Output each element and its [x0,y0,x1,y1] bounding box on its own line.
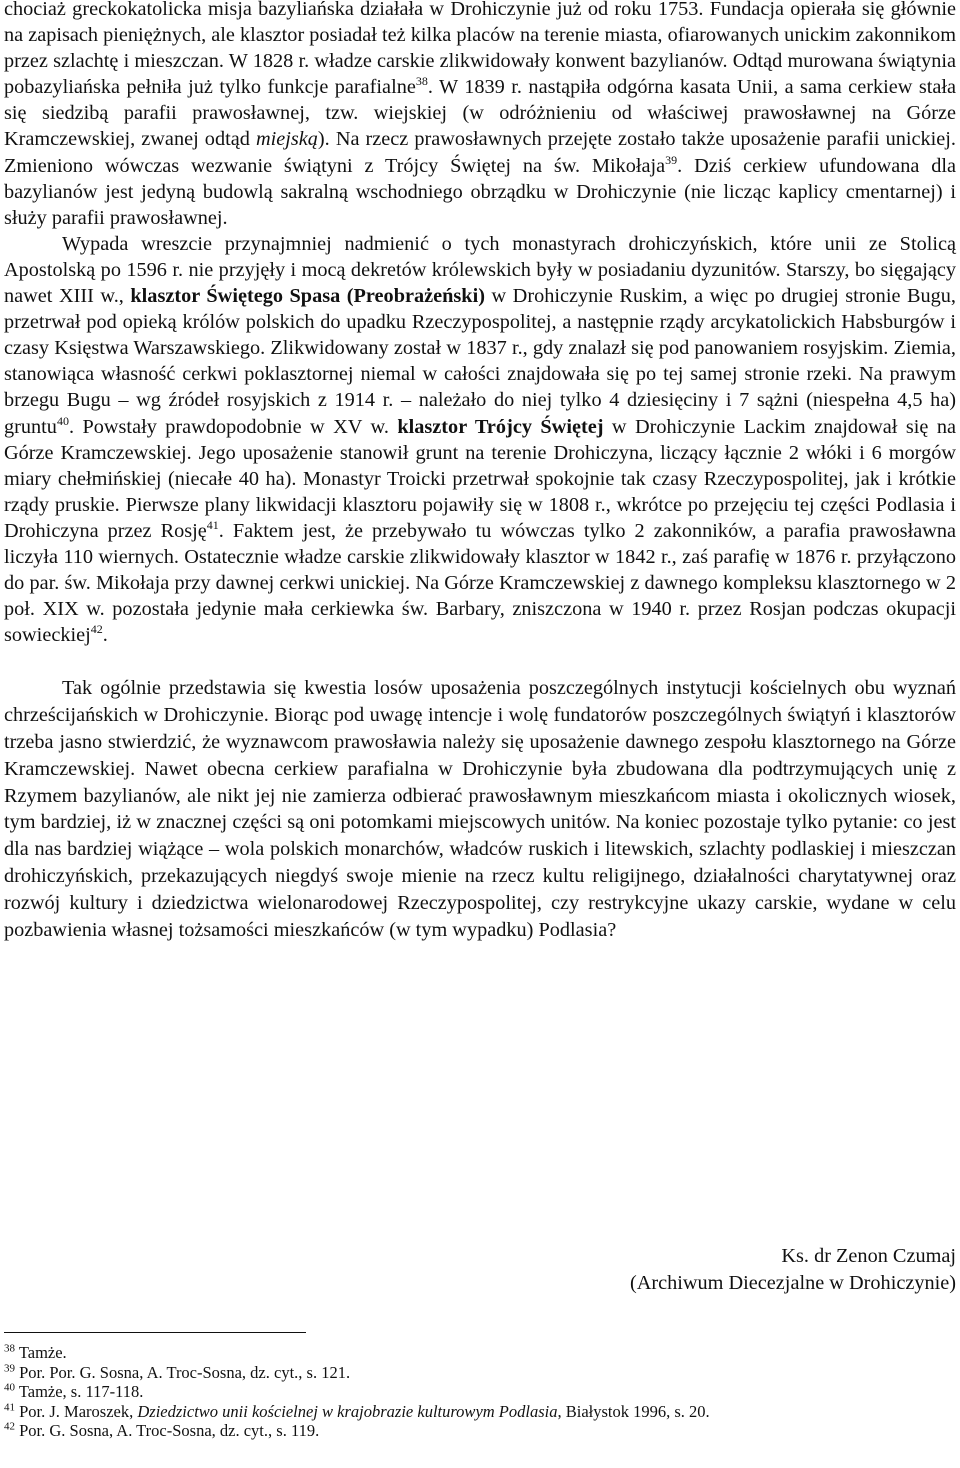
footnote-separator [4,1332,306,1333]
footnote-ref-38[interactable]: 38 [415,74,428,89]
footnotes [4,1343,710,1441]
footnote-text: , Białystok 1996, s. 20. [557,1401,710,1421]
signature-author: Ks. dr Zenon Czumaj [781,1245,956,1267]
footnote-number: 42 [4,1420,15,1433]
paragraph-1 [4,0,956,231]
footnote-text: Tamże, s. 117-118. [15,1382,144,1402]
text-run: w Drohiczynie Ruskim, a więc po drugiej stronie Bugu, przetrwał pod opieką królów polskich do upadku Rzeczypospolitej, a następnie rządy arcykatolickich Habsburgów i czasy Księstwa Warszawskiego. Zlikwidowany został w 1837 r., gdy znalazł się pod panowaniem rosyjskim. Ziemia, stanowiąca własność cerkwi poklasztornej niemal w całości znajdowała się po tej samej stronie rzeki. Na prawym brzegu Bugu – wg źródeł rosyjskich z 1914 r. – należało do niej tylko 4 dziesięciny i 7 sążni (niespełna 4,5 ha) gruntu [4,285,956,438]
footnote-38 [4,1343,710,1363]
footnote-text: Por. Por. G. Sosna, A. Troc-Sosna, dz. cyt., s. 121. [15,1362,351,1382]
signature-affiliation: (Archiwum Diecezjalne w Drohiczynie) [629,1272,956,1294]
text-run: . W 1839 r. nastąpiła odgórna kasata Unii, a sama cerkiew stała się siedzibą parafii prawosławnej, tzw. wiejskiej (w odróżnieniu od właściwej prawosławnej na Górze Kramczewskiej, zwanej odtąd [4,76,956,151]
text-run: . [102,624,108,647]
footnote-number: 40 [4,1381,15,1394]
signature-block [630,1243,956,1297]
text-bold: klasztor Trójcy Świętej [397,415,604,438]
paragraph-gap [4,648,956,675]
footnote-ref-41[interactable]: 41 [206,518,219,533]
footnote-39 [4,1363,710,1383]
footnote-ref-40[interactable]: 40 [56,413,69,428]
footnote-text: Tamże. [15,1343,67,1362]
text-italic: miejską [255,128,318,151]
footnote-41 [4,1402,710,1422]
paragraph-2 [4,231,956,649]
paragraph-3: Tak ogólnie przedstawia się kwestia losów uposażenia poszczególnych instytucji kościelnych obu wyznań chrześcijańskich w Drohiczynie. Biorąc pod uwagę intencje i wolę fundatorów poszczególnych świątyń i klasztorów trzeba jasno stwierdzić, że wyznawcom prawosławia należy się uposażenie dawnego zespołu klasztornego na Górze Kramczewskiej. Nawet obecna cerkiew parafialna w Drohiczynie była zbudowana dla podtrzymujących unię z Rzymem bazylianów, ale nikt jej nie zamierza odbierać prawosławnym mieszkańcom miasta i okolicznych wiosek, tym bardziej, iż w znacznej części są oni potomkami miejscowych unitów. Na koniec pozostaje tylko pytanie: co jest dla nas bardziej wiążące – wola polskich monarchów, władców ruskich i litewskich, szlachty podlaskiej i mieszczan drohiczyńskich, przekazujących niegdyś swoje mienie na rzecz kultu religijnego, działalności charytatywnej oraz rozwój kultury i dziedzictwa wielonarodowej Rzeczypospolitej, czy restrykcyjne ukazy carskie, wydane w celu pozbawienia własnej tożsamości mieszkańców (w tym wypadku) Podlasia? [4,677,956,941]
footnote-ref-42[interactable]: 42 [90,622,103,637]
footnote-number: 39 [4,1362,15,1375]
text-run: . Dziś cerkiew ufundowana dla bazylianów jest jedyną budowlą sakralną wschodniego obrządku w Drohiczynie (nie licząc kaplicy cmentarnej) i służy parafii prawosławnej. [4,154,956,229]
footnote-42 [4,1421,710,1441]
text-run: chociaż greckokatolicka misja bazyliańska działała w Drohiczynie już od roku 1753. Fundacja opierała się głównie na zapisach pieniężnych, ale klasztor posiadał też kilka placów na terenie miasta, ofiarowanych unickim zakonnikom przez szlachtę i mieszczan. W 1828 r. władze carskie zlikwidowały konwent bazylianów. Odtąd murowana świątynia pobazyliańska pełniła już tylko funkcje parafialne [4,0,956,99]
text-run: w Drohiczynie Lackim znajdował się na Górze Kramczewskiej. Jego uposażenie stanowił grunt na terenie Drohiczyna, liczący łącznie 2 włóki i 6 morgów miary chełmińskiej (niecałe 40 ha). Monastyr Troicki przetrwał spokojnie tak czasy Rzeczypospolitej, jak i krótkie rządy pruskie. Pierwsze plany likwidacji klasztoru pojawiły się w 1808 r., wkrótce po przejęciu tej części Podlasia i Drohiczyna przez Rosję [4,415,956,542]
text-run: ). Na rzecz prawosławnych przejęte zostało także uposażenie parafii unickiej. Zmieniono wówczas wezwanie świątyni z Trójcy Świętej na św. Mikołaja [4,128,957,177]
footnote-number: 38 [4,1342,15,1355]
footnote-number: 41 [4,1401,15,1414]
text-run: . Powstały prawdopodobnie w XV w. [68,415,398,438]
footnote-text: Por. G. Sosna, A. Troc-Sosna, dz. cyt., s. 119. [15,1421,320,1441]
footnote-title-italic: Dziedzictwo unii kościelnej w krajobrazie kulturowym Podlasia [137,1401,558,1421]
footnote-ref-39[interactable]: 39 [665,152,678,167]
footnote-text: Por. J. Maroszek, [15,1401,138,1421]
footnote-40 [4,1382,710,1402]
document-page [4,0,956,943]
text-run: Wypada wreszcie przynajmniej nadmienić o tych monastyrach drohiczyńskich, które unii ze Stolicą Apostolską po 1596 r. nie przyjęły i mocą dekretów królewskich były w posiadaniu dyzunitów. Starszy, bo sięgający nawet XIII w., [4,232,956,308]
text-bold: klasztor Świętego Spasa (Preobrażeński) [130,285,485,308]
text-run: . Faktem jest, że przebywało tu wówczas tylko 2 zakonników, a parafia prawosławna liczyła 110 wiernych. Ostatecznie władze carskie zlikwidowały klasztor w 1842 r., zaś parafię w 1876 r. przyłączono do par. św. Mikołaja przy dawnej cerkwi unickiej. Na Górze Kramczewskiej z dawnego kompleksu klasztornego w 2 poł. XIX w. pozostała jedynie mała cerkiewka św. Barbary, zniszczona w 1940 r. przez Rosjan podczas okupacji sowieckiej [4,519,956,647]
